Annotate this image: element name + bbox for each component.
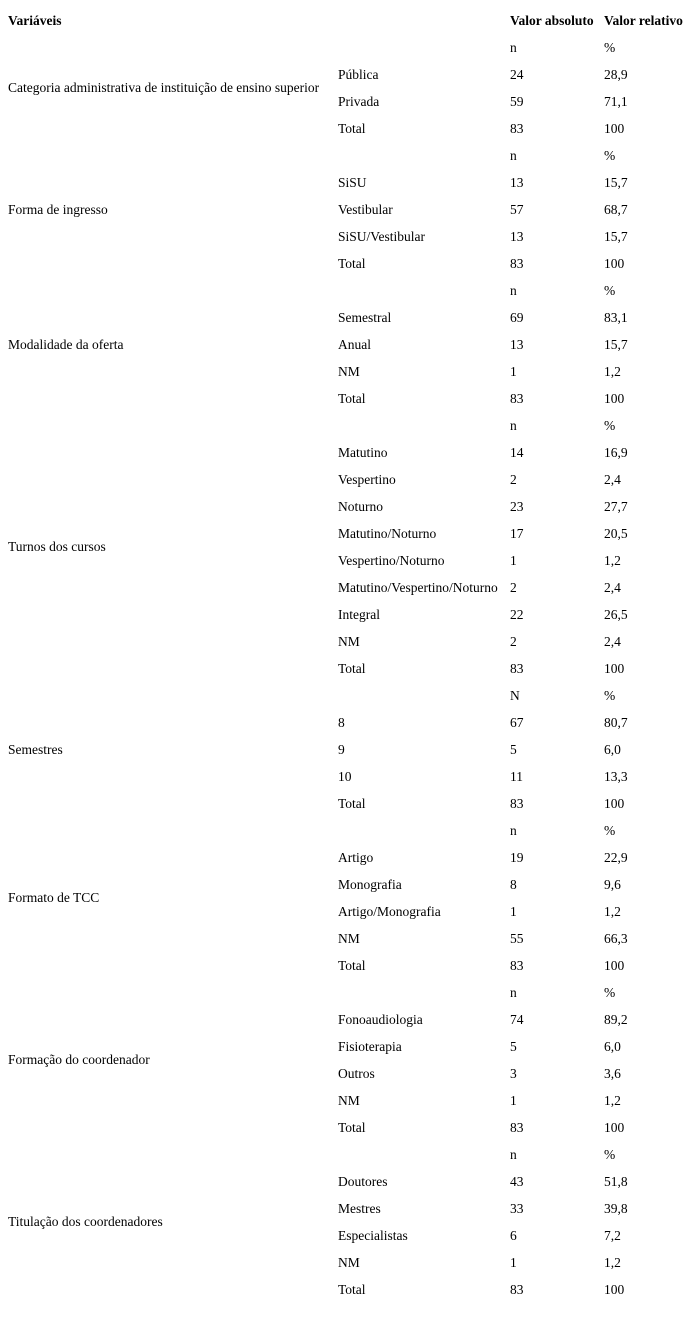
category-cell: NM: [338, 1092, 360, 1108]
category-cell: Doutores: [338, 1173, 388, 1189]
category-cell: Noturno: [338, 498, 383, 514]
n-cell: 8: [510, 876, 517, 892]
unit-row: [0, 1141, 699, 1168]
pct-cell: 2,4: [604, 579, 621, 595]
category-cell: Vestibular: [338, 201, 393, 217]
n-cell: 6: [510, 1227, 517, 1243]
unit-row: [0, 142, 699, 169]
n-cell: 11: [510, 768, 523, 784]
unit-n-cell: N: [510, 687, 520, 703]
col-header-spacer: [338, 7, 510, 34]
category-cell: 9: [338, 741, 345, 757]
unit-pct-cell: %: [604, 984, 616, 1000]
unit-row: [0, 979, 699, 1006]
category-cell: Total: [338, 255, 366, 271]
unit-row: [0, 277, 699, 304]
n-cell: 83: [510, 795, 524, 811]
n-cell: 2: [510, 633, 517, 649]
unit-pct-cell: %: [604, 1146, 616, 1162]
pct-cell: 3,6: [604, 1065, 621, 1081]
pct-cell: 22,9: [604, 849, 628, 865]
category-cell: Total: [338, 660, 366, 676]
pct-cell: 80,7: [604, 714, 628, 730]
n-cell: 2: [510, 579, 517, 595]
category-cell: NM: [338, 930, 360, 946]
category-cell-empty: [338, 817, 510, 844]
n-cell: 1: [510, 552, 517, 568]
n-cell: 13: [510, 336, 524, 352]
pct-cell: 100: [604, 957, 625, 973]
group-label: Turnos dos cursos: [8, 539, 106, 554]
pct-cell: 89,2: [604, 1011, 628, 1027]
n-cell: 5: [510, 741, 517, 757]
unit-pct-cell: %: [604, 39, 616, 55]
category-cell: Semestral: [338, 309, 392, 325]
category-cell: Pública: [338, 66, 379, 82]
pct-cell: 83,1: [604, 309, 628, 325]
unit-row: [0, 817, 699, 844]
pct-cell: 66,3: [604, 930, 628, 946]
pct-cell: 13,3: [604, 768, 628, 784]
pct-cell: 6,0: [604, 741, 621, 757]
group-label: Formato de TCC: [8, 890, 100, 905]
category-cell-empty: [338, 979, 510, 1006]
pct-cell: 1,2: [604, 1254, 621, 1270]
category-cell: SiSU/Vestibular: [338, 228, 426, 244]
pct-cell: 26,5: [604, 606, 628, 622]
pct-cell: 20,5: [604, 525, 628, 541]
pct-cell: 6,0: [604, 1038, 621, 1054]
unit-n-cell: n: [510, 822, 517, 838]
n-cell: 83: [510, 1281, 524, 1297]
category-cell: NM: [338, 363, 360, 379]
category-cell: Total: [338, 1119, 366, 1135]
pct-cell: 100: [604, 1119, 625, 1135]
group-label: Formação do coordenador: [8, 1052, 150, 1067]
category-cell: Artigo/Monografia: [338, 903, 441, 919]
category-cell: Artigo: [338, 849, 374, 865]
category-cell: Privada: [338, 93, 380, 109]
n-cell: 55: [510, 930, 524, 946]
unit-n-cell: n: [510, 147, 517, 163]
category-cell: Outros: [338, 1065, 375, 1081]
category-cell-empty: [338, 412, 510, 439]
pct-cell: 100: [604, 660, 625, 676]
pct-cell: 100: [604, 795, 625, 811]
category-cell: Total: [338, 957, 366, 973]
category-cell: Total: [338, 795, 366, 811]
unit-n-cell: n: [510, 417, 517, 433]
n-cell: 43: [510, 1173, 524, 1189]
group-label: Semestres: [8, 741, 63, 757]
category-cell: 8: [338, 714, 345, 730]
category-cell: SiSU: [338, 174, 367, 190]
unit-pct-cell: %: [604, 282, 616, 298]
n-cell: 83: [510, 957, 524, 973]
group-label: Categoria administrativa de instituição de ensino superior: [8, 80, 320, 95]
n-cell: 83: [510, 390, 524, 406]
pct-cell: 16,9: [604, 444, 628, 460]
n-cell: 33: [510, 1200, 524, 1216]
pct-cell: 68,7: [604, 201, 628, 217]
unit-n-cell: n: [510, 1146, 517, 1162]
n-cell: 74: [510, 1011, 524, 1027]
category-cell: Vespertino/Noturno: [338, 552, 445, 568]
category-cell-empty: [338, 1141, 510, 1168]
category-cell: NM: [338, 633, 360, 649]
category-cell: Especialistas: [338, 1227, 408, 1243]
pct-cell: 39,8: [604, 1200, 628, 1216]
n-cell: 3: [510, 1065, 517, 1081]
n-cell: 59: [510, 93, 524, 109]
pct-cell: 71,1: [604, 93, 628, 109]
n-cell: 83: [510, 255, 524, 271]
category-cell-empty: [338, 682, 510, 709]
category-cell: Mestres: [338, 1200, 381, 1216]
category-cell: Total: [338, 390, 366, 406]
category-cell-empty: [338, 277, 510, 304]
unit-n-cell: n: [510, 39, 517, 55]
category-cell: Matutino: [338, 444, 388, 460]
n-cell: 1: [510, 1092, 517, 1108]
category-cell: Total: [338, 1281, 366, 1297]
pct-cell: 2,4: [604, 471, 621, 487]
category-cell: Integral: [338, 606, 380, 622]
pct-cell: 100: [604, 120, 625, 136]
n-cell: 1: [510, 903, 517, 919]
unit-row: [0, 682, 699, 709]
pct-cell: 2,4: [604, 633, 621, 649]
unit-pct-cell: %: [604, 687, 616, 703]
pct-cell: 9,6: [604, 876, 621, 892]
pct-cell: 100: [604, 255, 625, 271]
category-cell: Matutino/Noturno: [338, 525, 437, 541]
pct-cell: 1,2: [604, 903, 621, 919]
n-cell: 2: [510, 471, 517, 487]
category-cell: Fisioterapia: [338, 1038, 402, 1054]
n-cell: 17: [510, 525, 524, 541]
pct-cell: 1,2: [604, 363, 621, 379]
n-cell: 23: [510, 498, 524, 514]
group-label: Modalidade da oferta: [8, 336, 124, 352]
category-cell-empty: [338, 142, 510, 169]
category-cell: Anual: [338, 336, 371, 352]
n-cell: 22: [510, 606, 524, 622]
pct-cell: 1,2: [604, 1092, 621, 1108]
variables-table: [0, 7, 699, 1303]
unit-pct-cell: %: [604, 147, 616, 163]
pct-cell: 100: [604, 390, 625, 406]
n-cell: 69: [510, 309, 524, 325]
n-cell: 14: [510, 444, 524, 460]
col-header-valor-absoluto: Valor absoluto: [510, 12, 594, 28]
pct-cell: 15,7: [604, 228, 628, 244]
table-body: [0, 34, 699, 1303]
n-cell: 83: [510, 1119, 524, 1135]
n-cell: 57: [510, 201, 524, 217]
col-header-valor-relativo: Valor relativo: [604, 12, 683, 28]
n-cell: 83: [510, 660, 524, 676]
pct-cell: 15,7: [604, 336, 628, 352]
n-cell: 67: [510, 714, 524, 730]
unit-pct-cell: %: [604, 417, 616, 433]
pct-cell: 1,2: [604, 552, 621, 568]
header-row: [0, 7, 699, 34]
pct-cell: 27,7: [604, 498, 628, 514]
unit-pct-cell: %: [604, 822, 616, 838]
group-label: Forma de ingresso: [8, 201, 108, 217]
pct-cell: 100: [604, 1281, 625, 1297]
unit-row: [0, 34, 699, 61]
unit-n-cell: n: [510, 282, 517, 298]
pct-cell: 7,2: [604, 1227, 621, 1243]
n-cell: 1: [510, 363, 517, 379]
category-cell: Matutino/Vespertino/Noturno: [338, 579, 498, 595]
n-cell: 13: [510, 174, 524, 190]
n-cell: 19: [510, 849, 524, 865]
category-cell: Vespertino: [338, 471, 396, 487]
n-cell: 24: [510, 66, 524, 82]
category-cell-empty: [338, 34, 510, 61]
n-cell: 1: [510, 1254, 517, 1270]
unit-n-cell: n: [510, 984, 517, 1000]
category-cell: Monografia: [338, 876, 402, 892]
pct-cell: 15,7: [604, 174, 628, 190]
category-cell: Fonoaudiologia: [338, 1011, 423, 1027]
n-cell: 5: [510, 1038, 517, 1054]
category-cell: 10: [338, 768, 352, 784]
pct-cell: 51,8: [604, 1173, 628, 1189]
n-cell: 83: [510, 120, 524, 136]
group-label: Titulação dos coordenadores: [8, 1214, 163, 1229]
category-cell: Total: [338, 120, 366, 136]
n-cell: 13: [510, 228, 524, 244]
col-header-variables: Variáveis: [8, 12, 62, 28]
unit-row: [0, 412, 699, 439]
category-cell: NM: [338, 1254, 360, 1270]
pct-cell: 28,9: [604, 66, 628, 82]
